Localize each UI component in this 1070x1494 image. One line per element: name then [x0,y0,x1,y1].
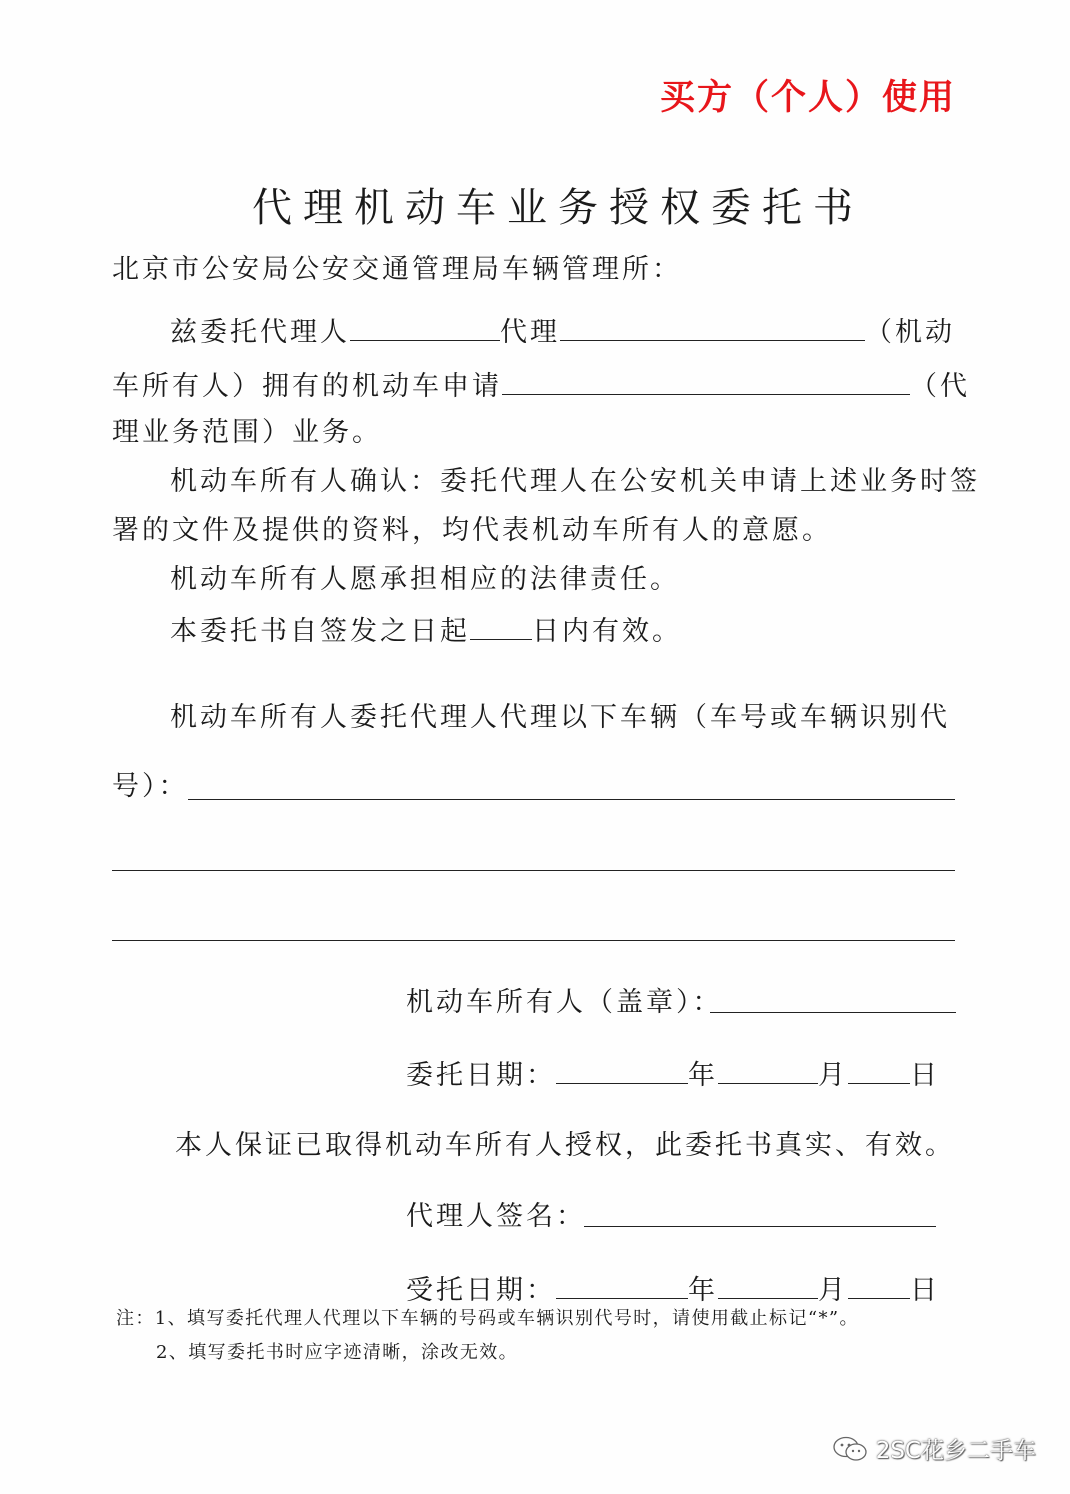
para1-mid: 代理 [500,317,560,348]
delegate-month-label: 月 [818,1060,848,1091]
para1-prefix: 兹委托代理人 [170,317,350,348]
para2-line2: 署的文件及提供的资料，均代表机动车所有人的意愿。 [112,515,832,546]
vehicle-id-field-2[interactable] [112,870,955,871]
accept-month-label: 月 [818,1275,848,1306]
para4 [170,615,682,645]
para1-line3: 理业务范围）业务。 [112,417,382,448]
para4-prefix: 本委托书自签发之日起 [170,616,470,647]
guarantee-statement: 本人保证已取得机动车所有人授权，此委托书真实、有效。 [175,1130,955,1161]
accept-date [406,1274,940,1304]
vehicle-id-field-3[interactable] [112,940,955,941]
wechat-icon [832,1436,868,1462]
owner-name-field[interactable] [560,316,865,341]
delegate-date-label: 委托日期： [406,1060,556,1091]
agent-signature-field[interactable] [584,1226,936,1227]
page-title: 代理机动车业务授权委托书 [252,185,864,231]
para1-line2-suffix: （代 [910,371,970,402]
addressee: 北京市公安局公安交通管理局车辆管理所： [112,254,682,285]
note-1: 注：1、填写委托代理人代理以下车辆的号码或车辆识别代号时，请使用截止标记“*”。 [116,1308,859,1329]
accept-month-field[interactable] [718,1274,818,1299]
para1-line1 [170,316,955,346]
vehicle-line2-prefix: 号）： [112,771,189,802]
watermark-text: 2SC花乡二手车 [875,1438,1036,1464]
accept-year-field[interactable] [556,1274,688,1299]
para1-suffix: （机动 [865,317,955,348]
business-scope-field[interactable] [502,370,910,395]
delegate-date [406,1059,940,1089]
usage-tag: 买方（个人）使用 [660,78,957,118]
owner-seal-label: 机动车所有人（盖章）： [406,987,723,1018]
accept-date-label: 受托日期： [406,1275,556,1306]
delegate-day-label: 日 [910,1060,940,1091]
vehicle-id-field-1[interactable] [188,799,955,800]
accept-year-label: 年 [688,1275,718,1306]
para1-line2-prefix: 车所有人）拥有的机动车申请 [112,371,502,402]
valid-days-field[interactable] [470,615,532,640]
watermark [832,1432,1036,1465]
para2-line1: 机动车所有人确认：委托代理人在公安机关申请上述业务时签 [170,466,980,497]
note-2: 2、填写委托书时应字迹清晰，涂改无效。 [156,1342,519,1363]
para3: 机动车所有人愿承担相应的法律责任。 [170,564,680,595]
owner-seal-field[interactable] [710,1012,956,1013]
agent-signature-label: 代理人签名： [406,1201,586,1232]
agent-name-field[interactable] [350,316,500,341]
vehicle-line1: 机动车所有人委托代理人代理以下车辆（车号或车辆识别代 [170,702,950,733]
delegate-year-field[interactable] [556,1059,688,1084]
delegate-month-field[interactable] [718,1059,818,1084]
delegate-year-label: 年 [688,1060,718,1091]
para1-line2 [112,370,970,400]
delegate-day-field[interactable] [848,1059,910,1084]
accept-day-field[interactable] [848,1274,910,1299]
para4-suffix: 日内有效。 [532,616,682,647]
accept-day-label: 日 [910,1275,940,1306]
